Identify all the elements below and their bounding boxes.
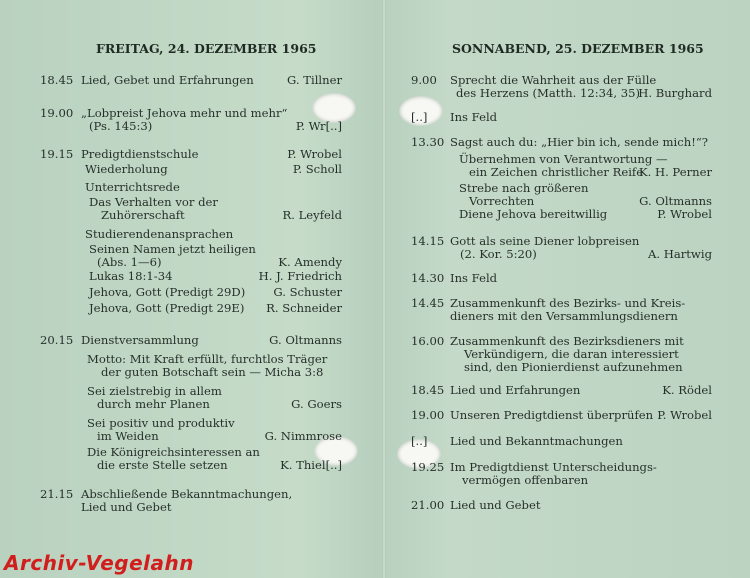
program-item-text: Sagst auch du: „Hier bin ich, sende mich!“?	[450, 135, 709, 149]
program-speaker: P. Wr[..]	[295, 119, 342, 133]
program-item-text: dieners mit den Versammlungsdienern	[450, 309, 678, 323]
program-time: 19.00	[40, 106, 74, 120]
program-speaker: G. Oltmanns	[269, 333, 342, 347]
program-item-text: (2. Kor. 5:20)	[460, 247, 537, 261]
program-item-text: Ins Feld	[450, 271, 498, 285]
program-item-text: durch mehr Planen	[97, 397, 210, 411]
program-item-text: Ins Feld	[450, 110, 498, 124]
program-speaker: K. Amendy	[278, 255, 342, 269]
program-item-text: Zusammenkunft des Bezirks- und Kreis-	[450, 296, 686, 310]
program-time: 14.30	[411, 271, 445, 285]
program-item-text: Vorrechten	[469, 194, 535, 208]
program-item-text: Verkündigern, die daran interessiert	[464, 347, 679, 361]
right-heading: SONNABEND, 25. DEZEMBER 1965	[452, 41, 704, 56]
program-item-text: Die Königreichsinteressen an	[87, 445, 260, 459]
program-time: [..]	[411, 110, 428, 124]
program-time: 18.45	[411, 383, 445, 397]
program-item-text: ein Zeichen christlicher Reife	[469, 165, 644, 179]
program-time: 20.15	[40, 333, 74, 347]
left-heading: FREITAG, 24. DEZEMBER 1965	[96, 41, 317, 56]
program-speaker: R. Leyfeld	[282, 208, 342, 222]
program-item-text: Lukas 18:1-34	[89, 269, 173, 283]
program-speaker: G. Oltmanns	[639, 194, 712, 208]
program-item-text: der guten Botschaft sein — Micha 3:8	[101, 365, 324, 379]
program-time: 21.00	[411, 498, 445, 512]
program-speaker: G. Schuster	[273, 285, 342, 299]
page-fold	[382, 0, 386, 578]
program-item-text: Gott als seine Diener lobpreisen	[450, 234, 640, 248]
program-item-text: Studierendenansprachen	[85, 227, 234, 241]
program-item-text: Sei zielstrebig in allem	[87, 384, 222, 398]
program-speaker: K. Thiel[..]	[280, 458, 342, 472]
program-speaker: K. H. Perner	[638, 165, 712, 179]
program-time: 14.15	[411, 234, 445, 248]
program-item-text: „Lobpreist Jehova mehr und mehr“	[81, 106, 288, 120]
program-time: [..]	[411, 434, 428, 448]
program-item-text: Unseren Predigtdienst überprüfen	[450, 408, 654, 422]
program-time: 19.15	[40, 147, 74, 161]
program-speaker: R. Schneider	[266, 301, 342, 315]
program-item-text: Zusammenkunft des Bezirksdieners mit	[450, 334, 684, 348]
program-item-text: Predigtdienstschule	[81, 147, 199, 161]
program-speaker: P. Wrobel	[287, 147, 342, 161]
program-item-text: Wiederholung	[85, 162, 168, 176]
program-item-text: Dienstversammlung	[81, 333, 199, 347]
program-item-text: Lied und Gebet	[81, 500, 172, 514]
program-item-text: Sprecht die Wahrheit aus der Fülle	[450, 73, 657, 87]
program-speaker: K. Rödel	[662, 383, 712, 397]
program-time: 13.30	[411, 135, 445, 149]
program-time: 9.00	[411, 73, 437, 87]
program-item-text: Im Predigtdienst Unterscheidungs-	[450, 460, 657, 474]
program-item-text: Motto: Mit Kraft erfüllt, furchtlos Träger	[87, 352, 328, 366]
program-item-text: Strebe nach größeren	[459, 181, 589, 195]
program-item-text: Lied, Gebet und Erfahrungen	[81, 73, 254, 87]
program-speaker: A. Hartwig	[647, 247, 712, 261]
program-time: 18.45	[40, 73, 74, 87]
program-item-text: Lied und Erfahrungen	[450, 383, 581, 397]
program-time: 14.45	[411, 296, 445, 310]
program-speaker: P. Wrobel	[657, 408, 712, 422]
program-item-text: Diene Jehova bereitwillig	[459, 207, 608, 221]
program-speaker: G. Nimmrose	[264, 429, 342, 443]
program-item-text: Übernehmen von Verantwortung —	[459, 152, 668, 166]
program-item-text: Abschließende Bekanntmachungen,	[81, 487, 293, 501]
program-time: 19.00	[411, 408, 445, 422]
program-speaker: G. Goers	[291, 397, 342, 411]
program-speaker: H. J. Friedrich	[258, 269, 342, 283]
program-item-text: (Abs. 1—6)	[97, 255, 162, 269]
program-time: 21.15	[40, 487, 74, 501]
program-item-text: Das Verhalten vor der	[89, 195, 218, 209]
watermark: Archiv-Vegelahn	[4, 551, 194, 575]
program-item-text: Lied und Gebet	[450, 498, 541, 512]
program-item-text: Unterrichtsrede	[85, 180, 180, 194]
program-speaker: G. Tillner	[287, 73, 342, 87]
program-item-text: des Herzens (Matth. 12:34, 35)	[456, 86, 641, 100]
program-item-text: sind, den Pionierdienst aufzunehmen	[464, 360, 683, 374]
program-speaker: P. Scholl	[292, 162, 342, 176]
program-item-text: Jehova, Gott (Predigt 29E)	[89, 301, 245, 315]
program-item-text: Zuhörerschaft	[101, 208, 185, 222]
program-item-text: im Weiden	[97, 429, 159, 443]
program-item-text: die erste Stelle setzen	[97, 458, 228, 472]
program-speaker: P. Wrobel	[657, 207, 712, 221]
program-item-text: Lied und Bekanntmachungen	[450, 434, 623, 448]
program-time: 16.00	[411, 334, 445, 348]
program-item-text: (Ps. 145:3)	[89, 119, 153, 133]
program-item-text: Jehova, Gott (Predigt 29D)	[89, 285, 246, 299]
program-speaker: H. Burghard	[638, 86, 712, 100]
program-item-text: Sei positiv und produktiv	[87, 416, 235, 430]
program-item-text: Seinen Namen jetzt heiligen	[89, 242, 256, 256]
program-time: 19.25	[411, 460, 445, 474]
program-item-text: vermögen offenbaren	[462, 473, 589, 487]
